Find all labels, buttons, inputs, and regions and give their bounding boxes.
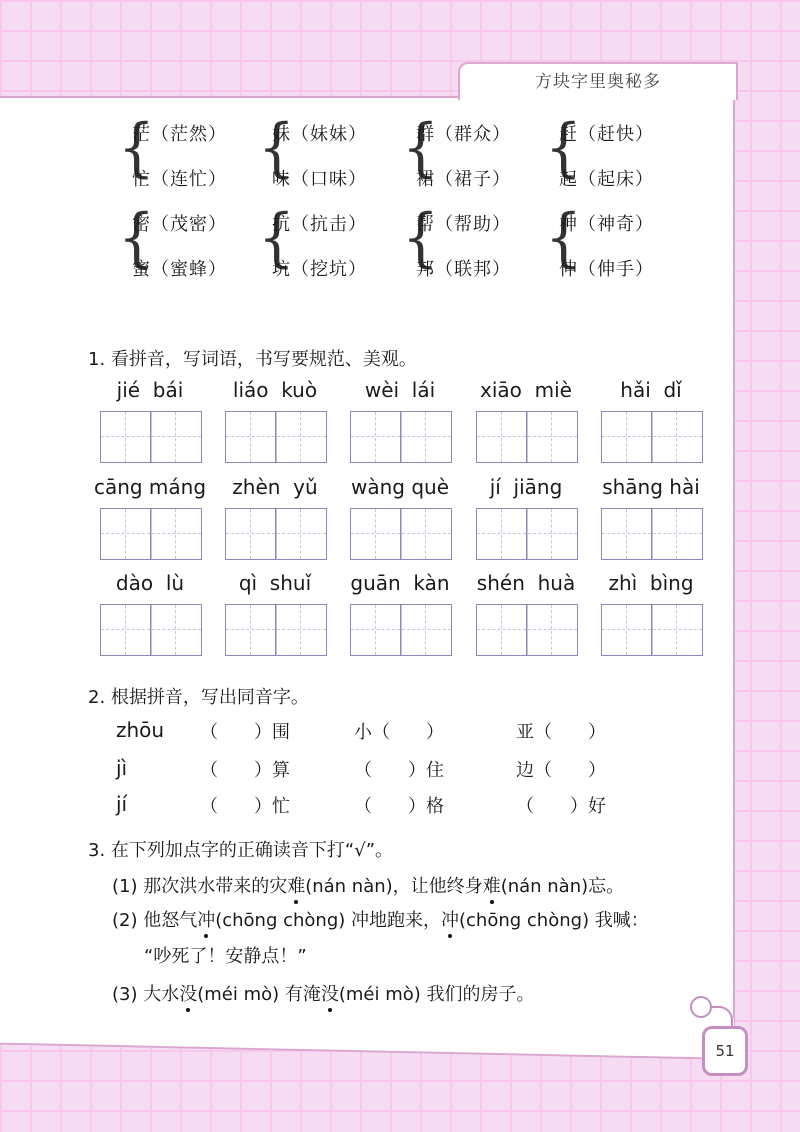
text: (chōng chòng) 我喊： xyxy=(459,910,649,931)
brace: { xyxy=(118,199,155,275)
homophone-blank: 亚（ ） xyxy=(516,722,606,743)
homophone-blank: （ ）好 xyxy=(516,796,606,817)
word-pair-item: 伸（伸手） xyxy=(559,259,654,280)
guide-line xyxy=(250,412,251,462)
writing-box[interactable] xyxy=(350,508,452,560)
writing-box[interactable] xyxy=(100,604,202,656)
brace: { xyxy=(258,199,295,275)
word-pair-item: 茫（茫然） xyxy=(132,124,227,145)
guide-line xyxy=(551,605,552,655)
header-rule xyxy=(0,96,470,98)
word-pair-group xyxy=(402,199,532,288)
text: (1) 那次洪水带来的灾 xyxy=(112,876,288,897)
pinyin-label: guān kàn xyxy=(350,571,450,595)
pinyin-label: shén huà xyxy=(476,571,576,595)
guide-line xyxy=(375,412,376,462)
guide-line xyxy=(676,412,677,462)
brace: { xyxy=(118,109,155,185)
pinyin-label: zhèn yǔ xyxy=(232,475,318,499)
page-title: 方块字里奥秘多 xyxy=(458,62,738,100)
guide-line xyxy=(300,605,301,655)
homophone-pinyin: jí xyxy=(116,792,128,816)
guide-line xyxy=(425,509,426,559)
dotted-char: 难 xyxy=(483,872,501,898)
guide-line xyxy=(477,629,577,630)
writing-box[interactable] xyxy=(601,411,703,463)
writing-box[interactable] xyxy=(225,411,327,463)
guide-line xyxy=(551,509,552,559)
guide-line xyxy=(626,412,627,462)
homophone-blank: （ ）住 xyxy=(354,760,444,781)
dotted-char: 没 xyxy=(321,980,339,1006)
pinyin-label: shāng hài xyxy=(602,475,700,499)
writing-box[interactable] xyxy=(225,604,327,656)
guide-line xyxy=(425,605,426,655)
text: (2) 他怒气 xyxy=(112,910,198,931)
writing-box[interactable] xyxy=(476,604,578,656)
guide-line xyxy=(351,533,451,534)
writing-box[interactable] xyxy=(350,411,452,463)
guide-line xyxy=(501,412,502,462)
guide-line xyxy=(626,509,627,559)
pinyin-label: zhì bìng xyxy=(608,571,694,595)
word-pair-item: 味（口味） xyxy=(272,169,367,190)
writing-box[interactable] xyxy=(100,411,202,463)
text: (nán nàn)忘。 xyxy=(500,876,625,897)
pinyin-label: dào lù xyxy=(115,571,185,595)
pinyin-label: hǎi dǐ xyxy=(620,378,682,402)
pinyin-label: wàng què xyxy=(350,475,450,499)
guide-line xyxy=(125,509,126,559)
guide-line xyxy=(226,533,326,534)
page-pin xyxy=(690,996,712,1018)
guide-line xyxy=(250,509,251,559)
text: (méi mò) 我们的房子。 xyxy=(338,984,535,1005)
homophone-pinyin: jì xyxy=(116,756,128,780)
guide-line xyxy=(602,629,702,630)
q3-sentence-2 xyxy=(112,906,649,932)
pinyin-label: xiāo miè xyxy=(480,378,572,402)
writing-box[interactable] xyxy=(225,508,327,560)
guide-line xyxy=(676,509,677,559)
word-pair-item: 赶（赶快） xyxy=(559,124,654,145)
dotted-char: 没 xyxy=(179,980,197,1006)
word-pair-group xyxy=(258,199,388,288)
guide-line xyxy=(501,509,502,559)
word-pair-item: 起（起床） xyxy=(559,169,654,190)
homophone-blank: （ ）格 xyxy=(354,796,444,817)
guide-line xyxy=(226,629,326,630)
word-pair-group xyxy=(402,109,532,198)
word-pair-item: 忙（连忙） xyxy=(132,169,227,190)
guide-line xyxy=(551,412,552,462)
guide-line xyxy=(602,436,702,437)
pinyin-label: jí jiāng xyxy=(489,475,563,499)
writing-box[interactable] xyxy=(100,508,202,560)
guide-line xyxy=(501,605,502,655)
homophone-blank: （ ）算 xyxy=(200,760,290,781)
pinyin-label: qì shuǐ xyxy=(238,571,312,595)
page-number: 51 xyxy=(702,1026,748,1076)
guide-line xyxy=(626,605,627,655)
writing-box[interactable] xyxy=(476,411,578,463)
word-pair-item: 神（神奇） xyxy=(559,214,654,235)
word-pair-item: 坑（挖坑） xyxy=(272,259,367,280)
q3-sentence-3 xyxy=(112,980,535,1006)
word-pair-item: 妹（妹妹） xyxy=(272,124,367,145)
guide-line xyxy=(477,533,577,534)
guide-line xyxy=(351,436,451,437)
guide-line xyxy=(375,509,376,559)
guide-line xyxy=(226,436,326,437)
question-2-title: 2. 根据拼音，写出同音字。 xyxy=(88,687,309,708)
guide-line xyxy=(351,629,451,630)
brace: { xyxy=(545,109,582,185)
pinyin-label: liáo kuò xyxy=(232,378,318,402)
brace: { xyxy=(545,199,582,275)
guide-line xyxy=(175,412,176,462)
homophone-blank: 边（ ） xyxy=(516,760,606,781)
word-pair-item: 邦（联邦） xyxy=(416,259,511,280)
word-pair-group xyxy=(545,109,675,198)
word-pair-group xyxy=(545,199,675,288)
brace: { xyxy=(402,199,439,275)
guide-line xyxy=(175,605,176,655)
text: (méi mò) 有淹 xyxy=(197,984,321,1005)
q3-sentence-1 xyxy=(112,872,624,898)
brace: { xyxy=(402,109,439,185)
writing-box[interactable] xyxy=(601,604,703,656)
word-pair-item: 群（群众） xyxy=(416,124,511,145)
word-pair-group xyxy=(258,109,388,198)
pinyin-label: cāng máng xyxy=(93,475,207,499)
guide-line xyxy=(425,412,426,462)
word-pair-item: 裙（裙子） xyxy=(416,169,511,190)
question-3-title: 3. 在下列加点字的正确读音下打“√”。 xyxy=(88,840,394,861)
word-pair-group xyxy=(118,109,248,198)
guide-line xyxy=(602,533,702,534)
guide-line xyxy=(375,605,376,655)
pinyin-label: jié bái xyxy=(116,378,184,402)
question-1-title: 1. 看拼音，写词语，书写要规范、美观。 xyxy=(88,349,417,370)
guide-line xyxy=(300,509,301,559)
guide-line xyxy=(477,436,577,437)
dotted-char: 难 xyxy=(287,872,305,898)
homophone-blank: 小（ ） xyxy=(354,722,444,743)
guide-line xyxy=(676,605,677,655)
guide-line xyxy=(125,605,126,655)
text: (chōng chòng) 冲地跑来， xyxy=(215,910,442,931)
pinyin-label: wèi lái xyxy=(364,378,436,402)
word-pair-item: 蜜（蜜蜂） xyxy=(132,259,227,280)
homophone-pinyin: zhōu xyxy=(116,718,165,742)
guide-line xyxy=(101,629,201,630)
dotted-char: 冲 xyxy=(197,906,215,932)
word-pair-item: 抗（抗击） xyxy=(272,214,367,235)
word-pair-item: 密（茂密） xyxy=(132,214,227,235)
writing-box[interactable] xyxy=(601,508,703,560)
text: (nán nàn)，让他终身 xyxy=(305,876,483,897)
guide-line xyxy=(250,605,251,655)
homophone-blank: （ ）围 xyxy=(200,722,290,743)
word-pair-group xyxy=(118,199,248,288)
word-pair-item: 帮（帮助） xyxy=(416,214,511,235)
brace: { xyxy=(258,109,295,185)
guide-line xyxy=(101,533,201,534)
homophone-blank: （ ）忙 xyxy=(200,796,290,817)
guide-line xyxy=(175,509,176,559)
guide-line xyxy=(125,412,126,462)
writing-box[interactable] xyxy=(476,508,578,560)
text: (3) 大水 xyxy=(112,984,180,1005)
dotted-char: 冲 xyxy=(441,906,459,932)
writing-box[interactable] xyxy=(350,604,452,656)
guide-line xyxy=(101,436,201,437)
q3-sentence-2-quote: “吵死了！安静点！” xyxy=(144,946,307,967)
guide-line xyxy=(300,412,301,462)
